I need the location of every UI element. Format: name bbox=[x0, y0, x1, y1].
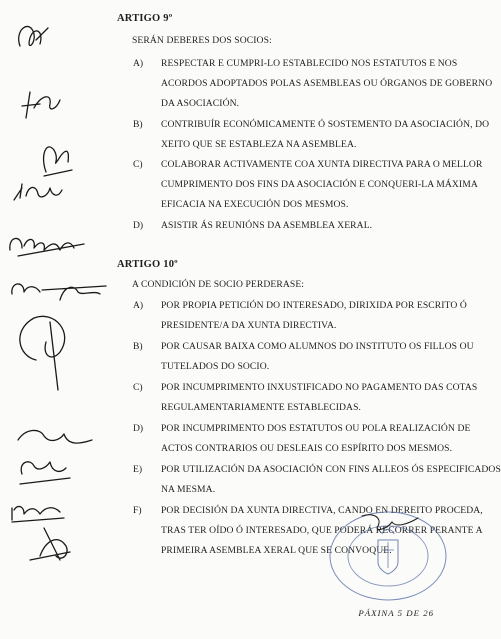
signature-2 bbox=[22, 92, 60, 118]
item-letter: A) bbox=[133, 58, 144, 69]
item-letter: B) bbox=[133, 341, 143, 352]
item-line: COLABORAR ACTIVAMENTE COA XUNTA DIRECTIVA PARA O MELLOR bbox=[161, 159, 483, 170]
item-line: POR CAUSAR BAIXA COMO ALUMNOS DO INSTITUTO OS FILLOS OU bbox=[161, 341, 474, 352]
item-line: PRIMEIRA ASEMBLEA XERAL QUE SE CONVOQUE. bbox=[161, 545, 392, 556]
signature-6 bbox=[12, 284, 106, 300]
signature-3 bbox=[44, 147, 72, 176]
item-line: POR INCUMPRIMENTO DOS ESTATUTOS OU POLA REALIZACIÓN DE bbox=[161, 423, 471, 434]
item-line: EFICACIA NA EXECUCIÓN DOS MESMOS. bbox=[161, 199, 349, 210]
item-letter: B) bbox=[133, 119, 143, 130]
artigo-10-intro: A CONDICIÓN DE SOCIO PERDERASE: bbox=[132, 279, 305, 290]
artigo-9-title: ARTIGO 9º bbox=[117, 13, 173, 24]
artigo-9-intro: SERÁN DEBERES DOS SOCIOS: bbox=[132, 35, 272, 46]
margin-signatures bbox=[0, 0, 110, 639]
item-line: TRAS TER OÍDO Ó INTERESADO, QUE PODERÁ RECORRER PERANTE A bbox=[161, 525, 483, 536]
signature-7 bbox=[20, 316, 65, 390]
item-line: NA MESMA. bbox=[161, 484, 216, 495]
item-letter: C) bbox=[133, 382, 143, 393]
item-line: ACTOS CONTRARIOS OU DESLEAIS CO ESPÍRITO DOS MESMOS. bbox=[161, 443, 453, 454]
item-line: POR UTILIZACIÓN DA ASOCIACIÓN CON FINS ALLEOS ÓS ESPECIFICADOS bbox=[161, 464, 501, 475]
item-line: POR INCUMPRIMENTO INXUSTIFICADO NO PAGAMENTO DAS COTAS bbox=[161, 382, 478, 393]
signature-8 bbox=[18, 430, 92, 443]
item-line: POR DECISIÓN DA XUNTA DIRECTIVA, CANDO EN DEREITO PROCEDA, bbox=[161, 505, 483, 516]
item-letter: D) bbox=[133, 423, 144, 434]
item-line: XEITO QUE SE ESTABLEZA NA ASEMBLEA. bbox=[161, 139, 357, 150]
artigo-10-title: ARTIGO 10º bbox=[117, 259, 178, 270]
signature-9 bbox=[20, 462, 70, 484]
item-line: DA ASOCIACIÓN. bbox=[161, 98, 240, 109]
item-letter: E) bbox=[133, 464, 143, 475]
item-line: TUTELADOS DO SOCIO. bbox=[161, 361, 270, 372]
official-stamp bbox=[322, 510, 450, 606]
item-letter: F) bbox=[133, 505, 142, 516]
signature-11 bbox=[30, 528, 70, 560]
signature-4 bbox=[14, 184, 62, 200]
item-letter: C) bbox=[133, 159, 143, 170]
item-line: POR PROPIA PETICIÓN DO INTERESADO, DIRIXIDA POR ESCRITO Ó bbox=[161, 300, 467, 311]
page-footer: PÁXINA 5 DE 26 bbox=[358, 608, 434, 618]
item-line: PRESIDENTE/A DA XUNTA DIRECTIVA. bbox=[161, 320, 337, 331]
item-line: REGULAMENTARIAMENTE ESTABLECIDAS. bbox=[161, 402, 362, 413]
item-letter: A) bbox=[133, 300, 144, 311]
item-line: ASISTIR ÁS REUNIÓNS DA ASEMBLEA XERAL. bbox=[161, 220, 373, 231]
item-line: ACORDOS ADOPTADOS POLAS ASEMBLEAS OU ÓRGANOS DE GOBERNO bbox=[161, 78, 493, 89]
signature-10 bbox=[12, 507, 64, 522]
item-line: RESPECTAR E CUMPRI-LO ESTABLECIDO NOS ESTATUTOS E NOS bbox=[161, 58, 458, 69]
signature-1 bbox=[19, 26, 48, 46]
item-line: CONTRIBUÍR ECONÓMICAMENTE Ó SOSTEMENTO DA ASOCIACIÓN, DO bbox=[161, 119, 490, 130]
item-line: CUMPRIMENTO DOS FINS DA ASOCIACIÓN E CONQUERI-LA MÁXIMA bbox=[161, 179, 478, 190]
stamp-signature bbox=[362, 515, 418, 530]
signature-5 bbox=[10, 238, 84, 256]
item-letter: D) bbox=[133, 220, 144, 231]
